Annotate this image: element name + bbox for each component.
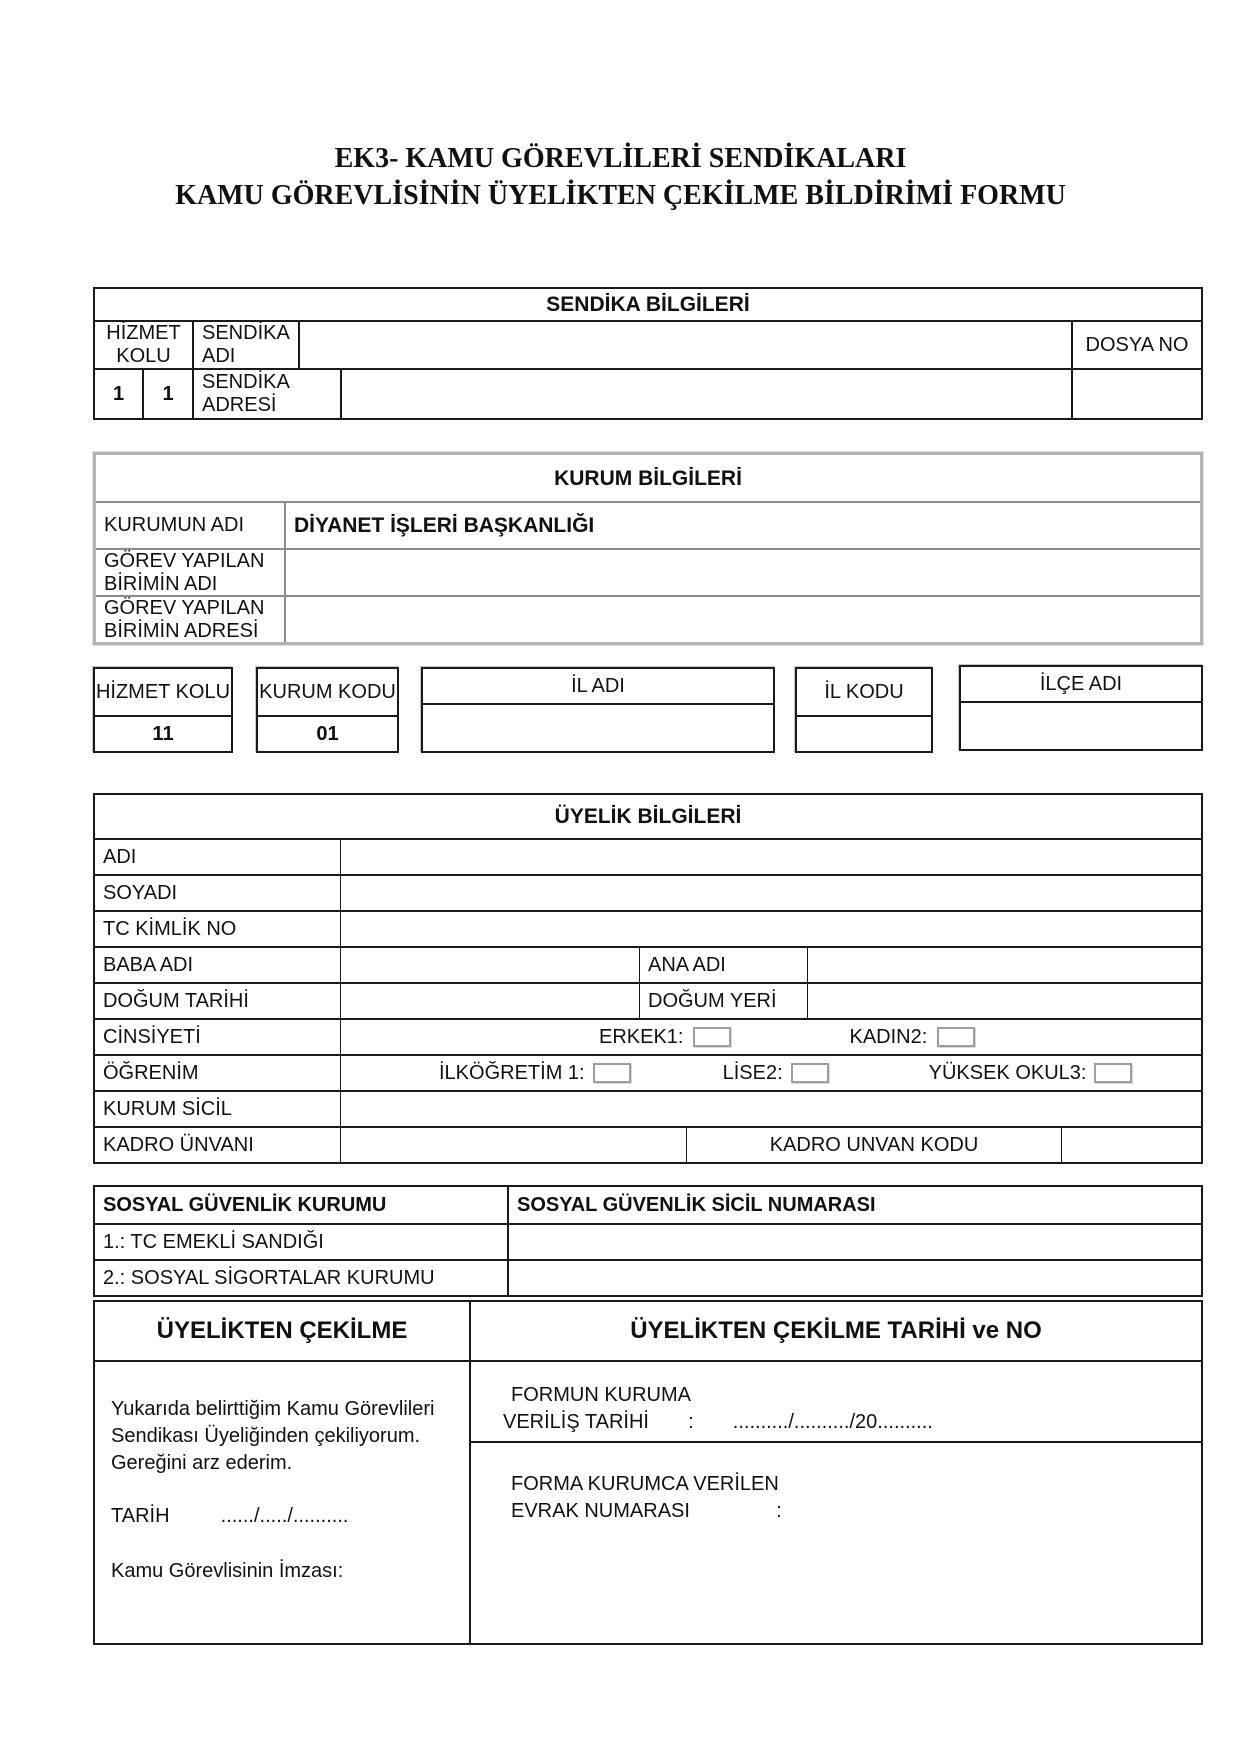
hizmet-kolu-box-value: 11 xyxy=(152,722,174,745)
statement-line3: Gereğini arz ederim. xyxy=(111,1452,293,1474)
evrak-numarasi-colon: : xyxy=(776,1500,782,1522)
kurum-sicil-label: KURUM SİCİL xyxy=(103,1097,232,1120)
page-title-line2: KAMU GÖREVLİSİNİN ÜYELİKTEN ÇEKİLME BİLDİRİMİ FORMU xyxy=(175,180,1066,211)
il-kodu-input-cell[interactable] xyxy=(797,717,931,751)
hizmet-kolu-code-2: 1 xyxy=(142,370,192,418)
yuksek-okul-checkbox[interactable] xyxy=(1094,1063,1132,1083)
statement-line2: Sendikası Üyeliğinden çekiliyorum. xyxy=(111,1425,421,1447)
baba-adi-label: BABA ADI xyxy=(103,953,194,976)
forma-kurumca-cell xyxy=(471,1441,1201,1643)
dogum-yeri-input-cell[interactable] xyxy=(807,984,1201,1018)
hizmet-kolu-box xyxy=(93,667,233,753)
imza-label: Kamu Görevlisinin İmzası: xyxy=(111,1560,344,1582)
formun-kuruma-cell xyxy=(471,1362,1201,1441)
kurum-bilgileri-table xyxy=(93,452,1203,645)
il-adi-box xyxy=(421,667,775,753)
ilce-adi-box-label: İLÇE ADI xyxy=(961,667,1201,703)
kurumun-adi-label: KURUMUN ADI xyxy=(104,514,245,536)
ana-adi-input-cell[interactable] xyxy=(807,948,1201,982)
cekilme-right-header: ÜYELİKTEN ÇEKİLME TARİHİ ve NO xyxy=(469,1302,1201,1360)
statement-line1: Yukarıda belirttiğim Kamu Görevlileri xyxy=(111,1398,435,1420)
soyadi-input-cell[interactable] xyxy=(340,876,1201,910)
uyelik-bilgileri-header: ÜYELİK BİLGİLERİ xyxy=(554,804,742,828)
kadro-unvan-kodu-input-cell[interactable] xyxy=(1061,1128,1201,1162)
kurum-kodu-box-label: KURUM KODU xyxy=(258,669,397,717)
tc-kimlik-label: TC KİMLİK NO xyxy=(103,917,237,940)
erkek-checkbox[interactable] xyxy=(693,1027,731,1047)
sendika-adresi-input-cell[interactable] xyxy=(340,370,1071,418)
sosyal-guvenlik-table xyxy=(93,1185,1203,1297)
cinsiyeti-label: CİNSİYETİ xyxy=(103,1025,201,1048)
ogrenim-label: ÖĞRENİM xyxy=(103,1061,199,1084)
kurum-kodu-box-value: 01 xyxy=(316,722,339,745)
formun-kuruma-line1: FORMUN KURUMA xyxy=(511,1384,691,1406)
uyelikten-cekilme-table xyxy=(93,1300,1203,1645)
sosyal-kurum-header: SOSYAL GÜVENLİK KURUMU xyxy=(103,1193,387,1216)
dogum-yeri-label: DOĞUM YERİ xyxy=(639,984,807,1018)
forma-kurumca-line1: FORMA KURUMCA VERİLEN xyxy=(511,1473,779,1495)
kurum-sicil-input-cell[interactable] xyxy=(340,1092,1201,1126)
adi-input-cell[interactable] xyxy=(340,840,1201,874)
sendika-adi-input-cell[interactable] xyxy=(298,322,1071,368)
hizmet-kolu-box-label: HİZMET KOLU xyxy=(95,669,231,717)
baba-adi-input-cell[interactable] xyxy=(340,948,639,982)
ilkogretim-checkbox[interactable] xyxy=(593,1063,631,1083)
lise-label: LİSE2: xyxy=(722,1061,783,1084)
kadro-unvan-kodu-label: KADRO UNVAN KODU xyxy=(686,1128,1061,1162)
dosya-no-label: DOSYA NO xyxy=(1071,322,1201,368)
sigortalar-kurumu-label: 2.: SOSYAL SİGORTALAR KURUMU xyxy=(103,1266,435,1289)
emekli-sandigi-label: 1.: TC EMEKLİ SANDIĞI xyxy=(103,1230,324,1253)
dosya-no-input-cell[interactable] xyxy=(1071,370,1201,418)
il-adi-input-cell[interactable] xyxy=(423,705,773,751)
il-kodu-box-label: İL KODU xyxy=(797,669,931,717)
lise-checkbox[interactable] xyxy=(791,1063,829,1083)
kadin-checkbox[interactable] xyxy=(937,1027,975,1047)
cekilme-left-header: ÜYELİKTEN ÇEKİLME xyxy=(156,1317,408,1344)
tarih-label: TARİH xyxy=(111,1505,170,1527)
ana-adi-label: ANA ADI xyxy=(639,948,807,982)
page-title xyxy=(0,140,1241,214)
kadro-unvani-label: KADRO ÜNVANI xyxy=(103,1133,254,1156)
soyadi-label: SOYADI xyxy=(103,881,178,904)
adi-label: ADI xyxy=(103,845,137,868)
kurum-kodu-box xyxy=(256,667,399,753)
sosyal-sicil-header: SOSYAL GÜVENLİK SİCİL NUMARASI xyxy=(507,1187,1201,1223)
verilis-tarihi-colon: : xyxy=(688,1411,694,1433)
ilkogretim-label: İLKÖĞRETİM 1: xyxy=(439,1061,585,1084)
cekilme-statement-cell xyxy=(95,1362,469,1643)
evrak-numarasi-label: EVRAK NUMARASI xyxy=(511,1500,690,1522)
sendika-bilgileri-table xyxy=(93,287,1203,420)
gorev-birimin-adi-input-cell[interactable] xyxy=(284,550,1200,595)
gorev-birimin-adi-label: GÖREV YAPILAN BİRİMİN ADI xyxy=(104,550,265,595)
yuksek-okul-label: YÜKSEK OKUL3: xyxy=(928,1061,1087,1084)
gorev-birimin-adresi-input-cell[interactable] xyxy=(284,597,1200,642)
verilis-tarihi-dots[interactable]: ........../........../20.......... xyxy=(732,1411,933,1433)
ilce-adi-input-cell[interactable] xyxy=(961,703,1201,749)
page-title-line1: EK3- KAMU GÖREVLİLERİ SENDİKALARI xyxy=(334,143,907,174)
verilis-tarihi-label: VERİLİŞ TARİHİ xyxy=(503,1411,649,1433)
tc-kimlik-input-cell[interactable] xyxy=(340,912,1201,946)
kurumun-adi-value: DİYANET İŞLERİ BAŞKANLIĞI xyxy=(284,503,1200,548)
dogum-tarihi-label: DOĞUM TARİHİ xyxy=(103,989,249,1012)
sendika-bilgileri-header: SENDİKA BİLGİLERİ xyxy=(546,292,750,316)
erkek-label: ERKEK1: xyxy=(599,1025,684,1048)
uyelik-bilgileri-table xyxy=(93,793,1203,1164)
sendika-adi-label: SENDİKA ADI xyxy=(192,322,298,368)
hizmet-kolu-code-1: 1 xyxy=(112,382,125,405)
gorev-birimin-adresi-label: GÖREV YAPILAN BİRİMİN ADRESİ xyxy=(104,597,265,642)
kadro-unvani-input-cell[interactable] xyxy=(340,1128,686,1162)
sendika-adresi-label: SENDİKA ADRESİ xyxy=(192,370,340,418)
ilce-adi-box xyxy=(959,665,1203,751)
emekli-sandigi-input-cell[interactable] xyxy=(507,1225,1201,1259)
tarih-dots[interactable]: ....../...../.......... xyxy=(220,1505,349,1527)
il-adi-box-label: İL ADI xyxy=(423,669,773,705)
sigortalar-kurumu-input-cell[interactable] xyxy=(507,1261,1201,1295)
kurum-bilgileri-header: KURUM BİLGİLERİ xyxy=(554,466,742,490)
kadin-label: KADIN2: xyxy=(849,1025,928,1048)
dogum-tarihi-input-cell[interactable] xyxy=(340,984,639,1018)
hizmet-kolu-label: HİZMET KOLU xyxy=(106,322,181,367)
il-kodu-box xyxy=(795,667,933,753)
